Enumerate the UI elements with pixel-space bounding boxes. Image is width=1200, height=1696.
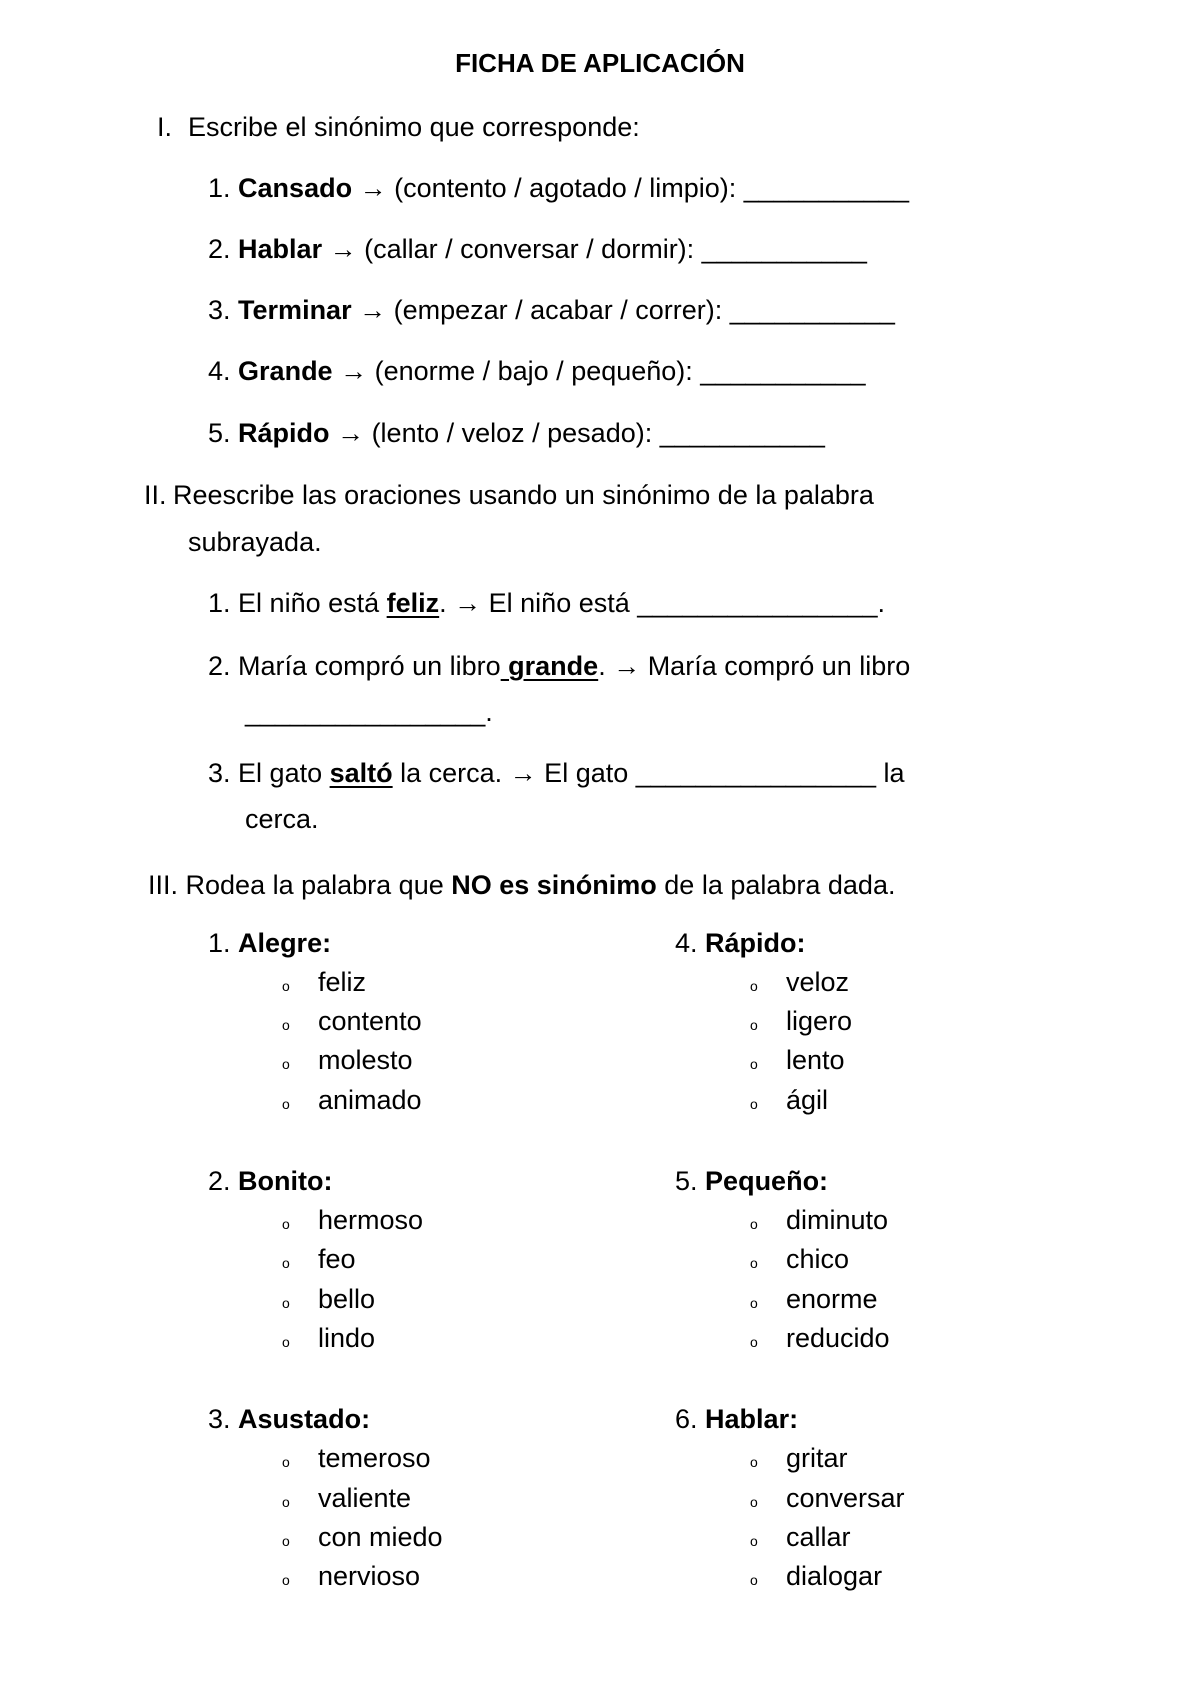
s3-group-5 <box>675 1166 828 1197</box>
bullet-icon: o <box>750 1533 758 1549</box>
item-options: → (enorme / bajo / pequeño): ___________ <box>340 356 866 386</box>
group-number: 3. <box>208 1404 231 1434</box>
item-word: Cansado <box>238 173 353 203</box>
instruction-pre: Rodea la palabra que <box>185 870 452 900</box>
option-text: chico <box>786 1244 850 1274</box>
option-text: ligero <box>786 1006 853 1036</box>
option-text: gritar <box>786 1443 848 1473</box>
option-text: con miedo <box>318 1522 443 1552</box>
item-options: → (callar / conversar / dormir): ___________ <box>329 234 867 264</box>
option-row <box>748 1284 878 1315</box>
bullet-icon: o <box>750 1334 758 1350</box>
bullet-icon: o <box>282 1494 290 1510</box>
item-number: 5. <box>208 418 231 448</box>
group-number: 4. <box>675 928 698 958</box>
option-text: reducido <box>786 1323 890 1353</box>
item-word: Grande <box>238 356 333 386</box>
bullet-icon: o <box>282 1255 290 1271</box>
option-row <box>748 1443 848 1474</box>
bullet-icon: o <box>750 1017 758 1033</box>
option-row <box>748 1244 849 1275</box>
option-text: animado <box>318 1085 422 1115</box>
bullet-icon: o <box>282 1334 290 1350</box>
s3-group-3 <box>208 1404 370 1435</box>
group-number: 5. <box>675 1166 698 1196</box>
option-text: nervioso <box>318 1561 421 1591</box>
item-post: la cerca. → El gato ________________ la <box>392 758 905 788</box>
option-text: ágil <box>786 1085 829 1115</box>
s1-item-4 <box>208 356 865 387</box>
bullet-icon: o <box>750 1572 758 1588</box>
s1-item-5 <box>208 418 825 449</box>
option-text: bello <box>318 1284 376 1314</box>
option-row <box>748 1561 882 1592</box>
group-number: 1. <box>208 928 231 958</box>
option-row <box>280 1561 420 1592</box>
option-text: conversar <box>786 1483 905 1513</box>
section-2-instruction-line1: Reescribe las oraciones usando un sinónimo de la palabra <box>173 480 874 510</box>
section-1-instruction: Escribe el sinónimo que corresponde: <box>188 112 640 142</box>
option-text: contento <box>318 1006 422 1036</box>
item-pre: El niño está <box>238 588 387 618</box>
item-post: . → El niño está ________________. <box>439 588 886 618</box>
option-row <box>280 1483 411 1514</box>
instruction-bold: NO es sinónimo <box>451 870 657 900</box>
item-options: → (contento / agotado / limpio): ___________ <box>359 173 909 203</box>
section-2-instruction-line2: subrayada. <box>188 527 322 557</box>
option-text: hermoso <box>318 1205 424 1235</box>
bullet-icon: o <box>750 1454 758 1470</box>
option-text: lento <box>786 1045 845 1075</box>
option-text: feliz <box>318 967 367 997</box>
s2-item-3 <box>208 758 905 789</box>
item-word: Rápido <box>238 418 330 448</box>
item-number: 3. <box>208 295 231 325</box>
s3-group-2 <box>208 1166 333 1197</box>
group-word: Alegre: <box>238 928 332 958</box>
s1-item-1 <box>208 173 909 204</box>
bullet-icon: o <box>750 978 758 994</box>
s3-group-6 <box>675 1404 798 1435</box>
underlined-word: feliz <box>386 588 440 618</box>
bullet-icon: o <box>750 1494 758 1510</box>
option-row <box>748 1006 852 1037</box>
bullet-icon: o <box>750 1056 758 1072</box>
group-word: Asustado: <box>238 1404 371 1434</box>
option-text: diminuto <box>786 1205 889 1235</box>
bullet-icon: o <box>282 1056 290 1072</box>
item-number: 2. <box>208 234 231 264</box>
item-options: → (lento / veloz / pesado): ___________ <box>337 418 825 448</box>
option-text: valiente <box>318 1483 412 1513</box>
bullet-icon: o <box>282 978 290 994</box>
option-text: enorme <box>786 1284 878 1314</box>
s2-item-2 <box>208 651 910 682</box>
option-row <box>748 1045 845 1076</box>
group-word: Pequeño: <box>705 1166 829 1196</box>
option-text: dialogar <box>786 1561 883 1591</box>
s2-item-1 <box>208 588 885 619</box>
bullet-icon: o <box>282 1096 290 1112</box>
bullet-icon: o <box>282 1295 290 1311</box>
item-number: 1. <box>208 173 231 203</box>
option-row <box>280 1522 443 1553</box>
group-word: Hablar: <box>705 1404 799 1434</box>
item-options: → (empezar / acabar / correr): ___________ <box>359 295 895 325</box>
bullet-icon: o <box>282 1017 290 1033</box>
item-number: 3. <box>208 758 231 788</box>
bullet-icon: o <box>750 1216 758 1232</box>
item-word: Hablar <box>238 234 323 264</box>
bullet-icon: o <box>750 1255 758 1271</box>
bullet-icon: o <box>750 1096 758 1112</box>
item-number: 2. <box>208 651 231 681</box>
option-text: molesto <box>318 1045 413 1075</box>
option-text: veloz <box>786 967 850 997</box>
group-number: 2. <box>208 1166 231 1196</box>
section-3-numeral: III. <box>148 870 179 900</box>
option-row <box>280 1085 422 1116</box>
item-pre: El gato <box>238 758 330 788</box>
section-1-numeral: I. <box>157 112 173 142</box>
option-row <box>280 967 366 998</box>
underlined-word: grande <box>500 651 599 681</box>
option-row <box>280 1244 356 1275</box>
s2-item-2-line2: ________________. <box>245 697 493 727</box>
option-row <box>280 1443 431 1474</box>
option-row <box>748 1205 888 1236</box>
item-word: Terminar <box>238 295 352 325</box>
section-3-instruction <box>148 870 895 901</box>
option-row <box>748 1522 851 1553</box>
s1-item-3 <box>208 295 895 326</box>
option-row <box>280 1284 375 1315</box>
bullet-icon: o <box>282 1454 290 1470</box>
group-word: Rápido: <box>705 928 806 958</box>
bullet-icon: o <box>282 1572 290 1588</box>
option-text: lindo <box>318 1323 376 1353</box>
underlined-word: saltó <box>329 758 393 788</box>
option-row <box>280 1205 423 1236</box>
section-2-numeral: II. <box>144 480 167 510</box>
item-number: 4. <box>208 356 231 386</box>
group-word: Bonito: <box>238 1166 333 1196</box>
bullet-icon: o <box>282 1216 290 1232</box>
item-number: 1. <box>208 588 231 618</box>
item-pre: María compró un libro <box>238 651 501 681</box>
option-row <box>280 1006 422 1037</box>
s3-group-1 <box>208 928 331 959</box>
bullet-icon: o <box>750 1295 758 1311</box>
s2-item-3-line2: cerca. <box>245 804 319 834</box>
option-row <box>748 967 849 998</box>
option-row <box>280 1045 413 1076</box>
s3-group-4 <box>675 928 806 959</box>
group-number: 6. <box>675 1404 698 1434</box>
option-text: feo <box>318 1244 356 1274</box>
option-row <box>748 1323 890 1354</box>
option-row <box>748 1483 905 1514</box>
instruction-post: de la palabra dada. <box>656 870 896 900</box>
page-title: FICHA DE APLICACIÓN <box>455 48 745 78</box>
option-row <box>280 1323 375 1354</box>
bullet-icon: o <box>282 1533 290 1549</box>
s1-item-2 <box>208 234 867 265</box>
option-text: temeroso <box>318 1443 431 1473</box>
item-post: . → María compró un libro <box>598 651 911 681</box>
option-text: callar <box>786 1522 851 1552</box>
option-row <box>748 1085 828 1116</box>
